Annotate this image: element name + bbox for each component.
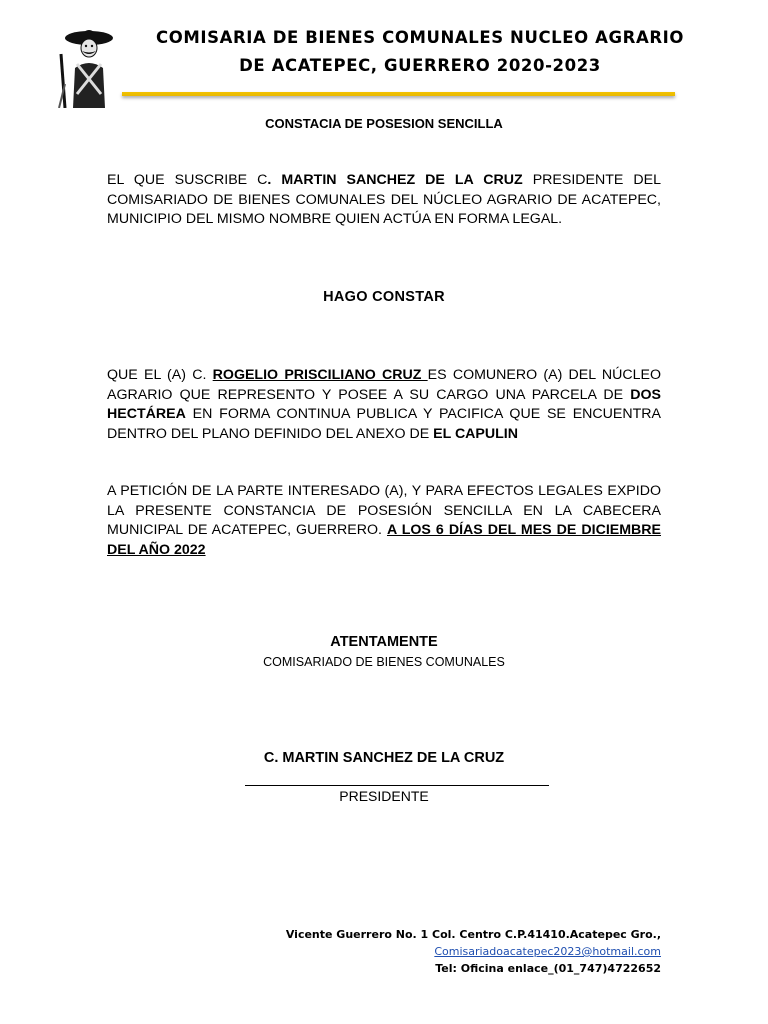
header-rule (122, 92, 675, 96)
footer-address: Vicente Guerrero No. 1 Col. Centro C.P.41410.Acatepec Gro., (285, 928, 661, 941)
signature-line (245, 785, 549, 786)
president-name: . MARTIN SANCHEZ DE LA CRUZ (267, 172, 523, 188)
cert-text-3: EN FORMA CONTINUA PUBLICA Y PACIFICA QUE SE ENCUENTRA DENTRO DEL PLANO DEFINIDO DEL ANEXO DE (107, 406, 661, 442)
issuance-paragraph (107, 482, 661, 560)
intro-paragraph (107, 171, 661, 230)
document-title: CONSTACIA DE POSESION SENCILLA (265, 116, 503, 131)
comunero-name: ROGELIO PRISCILIANO CRUZ (212, 367, 428, 383)
cert-text-1: QUE EL (A) C. (107, 367, 213, 383)
signer-role: PRESIDENTE (339, 788, 429, 804)
certification-paragraph (107, 366, 661, 444)
footer-phone: Tel: Oficina enlace_(01_747)4722652 (435, 962, 661, 975)
intro-text-1: EL QUE SUSCRIBE C (107, 172, 268, 188)
cert-text-2: ES COMUNERO (A) DEL NÚCLEO AGRARIO QUE REPRESENTO Y POSEE A SU CARGO UNA PARCELA DE (107, 367, 662, 403)
committee-label: COMISARIADO DE BIENES COMUNALES (263, 655, 505, 669)
intro-text-2: PRESIDENTE DEL COMISARIADO DE BIENES COMUNALES DEL NÚCLEO AGRARIO DE ACATEPEC, MUNICIPIO DEL MISMO NOMBRE QUIEN ACTÚA EN FORMA LEGAL. (107, 172, 661, 227)
header-title-line1: COMISARIA DE BIENES COMUNALES NUCLEO AGRARIO (156, 28, 684, 47)
header-title-line2: DE ACATEPEC, GUERRERO 2020-2023 (239, 56, 601, 75)
hago-constar-heading: HAGO CONSTAR (323, 289, 445, 305)
annex-place: EL CAPULIN (433, 425, 518, 442)
issuance-text: A PETICIÓN DE LA PARTE INTERESADO (A), Y PARA EFECTOS LEGALES EXPIDO LA PRESENTE CONSTANCIA DE POSESIÓN SENCILLA EN LA CABECERA MUNICIPAL DE ACATEPEC, GUERRERO. (107, 483, 661, 538)
issuance-date: A LOS 6 DÍAS DEL MES DE DICIEMBRE DEL AÑO 2022 (107, 522, 661, 558)
atentamente-label: ATENTAMENTE (330, 634, 438, 650)
parcel-area: DOS HECTÁREA (107, 386, 661, 422)
footer-email-link[interactable]: Comisariadoacatepec2023@hotmail.com (434, 945, 661, 958)
signer-name: C. MARTIN SANCHEZ DE LA CRUZ (263, 750, 505, 766)
